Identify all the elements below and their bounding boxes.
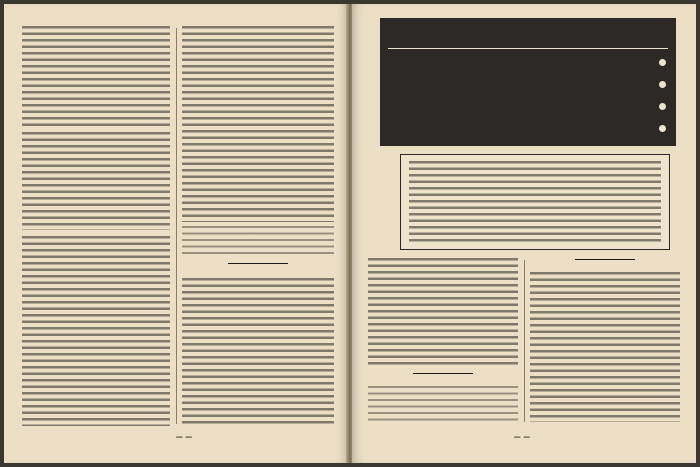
banner-line-1 bbox=[388, 54, 668, 72]
banner-line-4 bbox=[388, 120, 668, 138]
left-page-column-right-paragraph-2 bbox=[182, 226, 334, 254]
bullet-icon bbox=[659, 125, 666, 132]
right-page-column-right-heading bbox=[530, 258, 680, 260]
right-page-column-left-paragraph-1 bbox=[368, 258, 518, 366]
bullet-icon bbox=[659, 103, 666, 110]
bullet-icon bbox=[659, 81, 666, 88]
right-page-column-left-heading bbox=[368, 372, 518, 374]
title-banner bbox=[380, 18, 676, 146]
left-page-column-left-paragraph-1 bbox=[22, 26, 170, 128]
column-divider bbox=[524, 260, 525, 422]
heading-underline bbox=[575, 259, 635, 260]
bullet-icon bbox=[659, 59, 666, 66]
right-page-number bbox=[502, 432, 542, 441]
summary-text bbox=[409, 161, 661, 243]
banner-title bbox=[388, 26, 668, 49]
column-divider bbox=[176, 28, 177, 424]
summary-box bbox=[400, 154, 670, 250]
left-page-column-left-paragraph-3 bbox=[22, 236, 170, 426]
right-page-column-right-paragraph-1 bbox=[530, 272, 680, 422]
left-page-column-left bbox=[22, 26, 170, 426]
banner-line-2 bbox=[388, 76, 668, 94]
left-page-column-right-paragraph-3 bbox=[182, 278, 334, 424]
left-page-column-right-paragraph-1 bbox=[182, 26, 334, 222]
right-page-column-right bbox=[530, 258, 680, 424]
left-page-column-left-paragraph-2 bbox=[22, 132, 170, 230]
banner-line-3 bbox=[388, 98, 668, 116]
heading-underline bbox=[413, 373, 473, 374]
magazine-spread bbox=[4, 4, 696, 463]
right-page-column-left-paragraph-2 bbox=[368, 386, 518, 422]
left-page bbox=[4, 4, 348, 463]
left-page-number bbox=[164, 432, 204, 441]
left-page-section-heading bbox=[182, 262, 334, 264]
heading-underline bbox=[228, 263, 289, 264]
right-page-column-left bbox=[368, 258, 518, 424]
left-page-column-right bbox=[182, 26, 334, 426]
right-page bbox=[352, 4, 696, 463]
